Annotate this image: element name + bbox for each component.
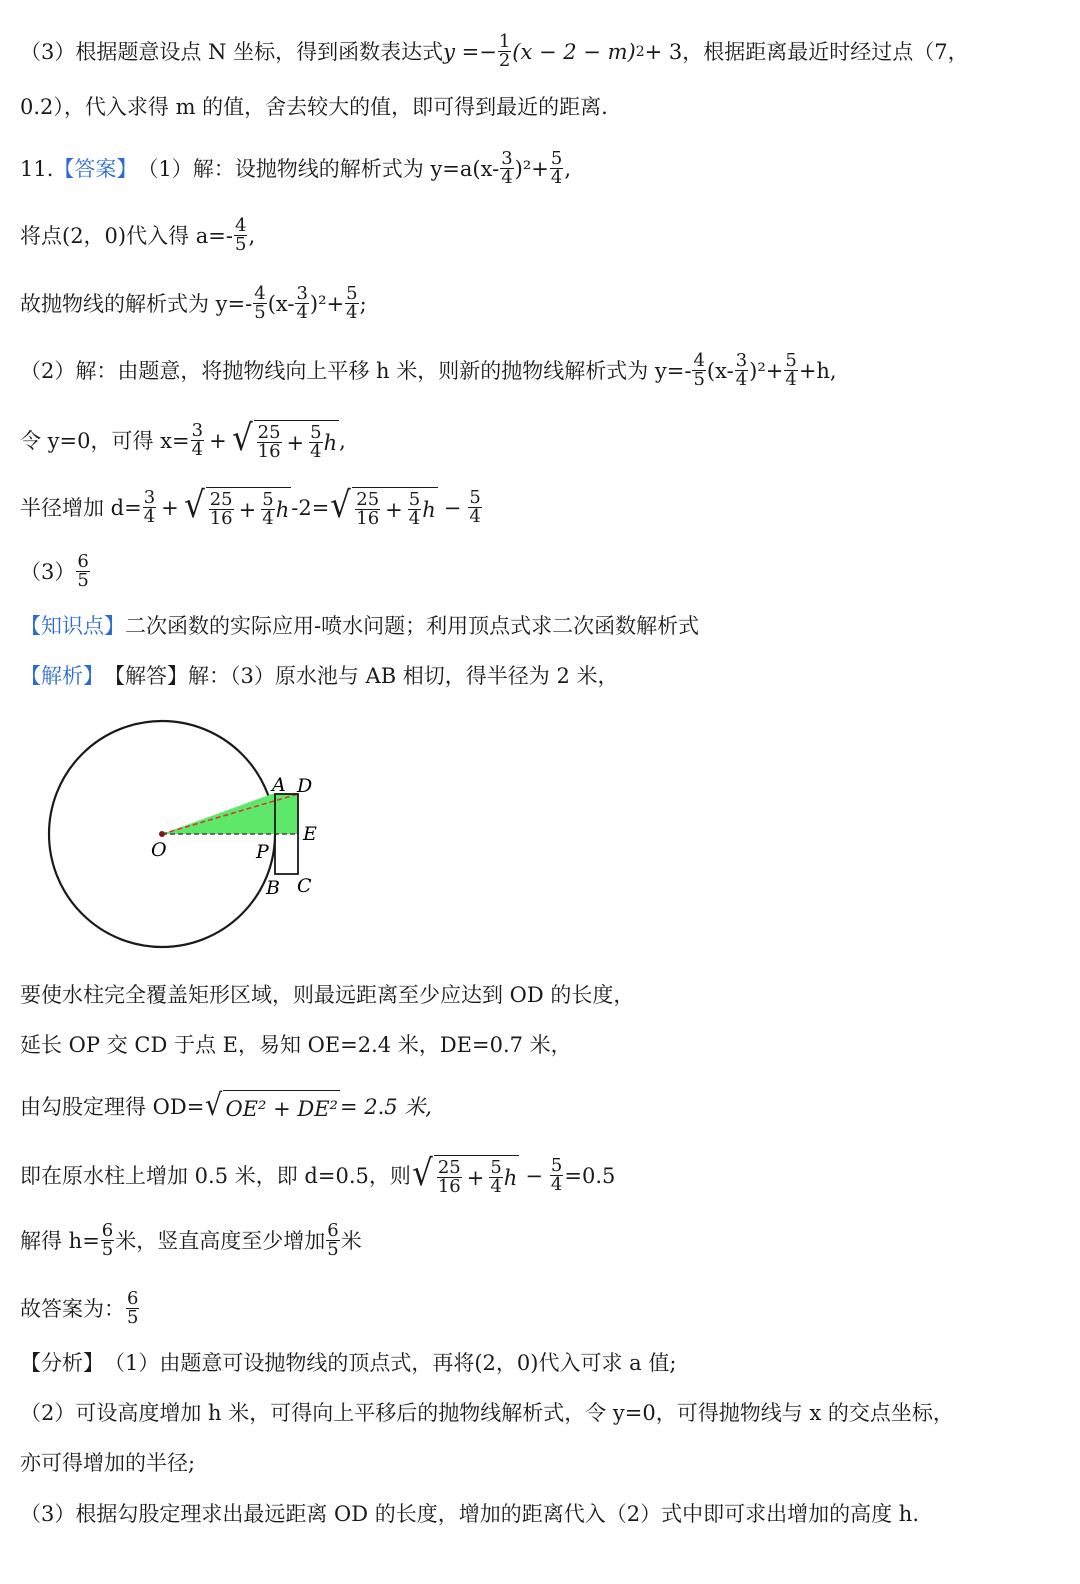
square-root: √ $\frac{25}{16}$ + $\frac{5}{4}$ h (412, 1153, 518, 1197)
fraction: $\frac{6}{5}$ (327, 1220, 339, 1260)
text: 将点(2，0)代入得 a=- (20, 223, 233, 248)
answer-11-part3 (20, 553, 91, 590)
square-root: √ $\frac{25}{16}$ + $\frac{5}{4}$ h (231, 418, 338, 462)
math: = 2.5 米, (339, 1095, 432, 1119)
label-e: E (303, 823, 317, 845)
text: -2= (291, 495, 330, 520)
text: 米 (340, 1228, 362, 1253)
square-root: √ $\frac{25}{16}$ + $\frac{5}{4}$ h (183, 485, 290, 529)
text: 故抛物线的解析式为 y=- (20, 291, 253, 316)
label-p: P (256, 841, 269, 863)
square-root: √ OE² + DE² (205, 1088, 338, 1123)
text: 故答案为： (20, 1296, 125, 1321)
label-b: B (266, 877, 280, 899)
fraction: $\frac{4}{5}$ (254, 283, 266, 323)
text: （2）可设高度增加 h 米，可得向上平移后的抛物线解析式，令 y=0，可得抛物线与 x 的交点坐标， (20, 1401, 954, 1425)
text: 令 y=0，可得 x= (20, 428, 190, 453)
operator: + (161, 495, 179, 520)
label-a: A (272, 774, 286, 796)
text: （2）解：由题意，将抛物线向上平移 h 米，则新的抛物线解析式为 y=- (20, 358, 692, 383)
substitute-point (20, 217, 255, 254)
text: (x- (706, 358, 734, 383)
fraction: $\frac{1}{2}$ (498, 31, 511, 71)
analysis-solution (20, 661, 619, 691)
text: (x- (267, 291, 295, 316)
text: 二次函数的实际应用-喷水问题；利用顶点式求二次函数解析式 (125, 614, 700, 638)
analysis-part2 (20, 1398, 954, 1428)
text: 解：（3）原水池与 AB 相切，得半径为 2 米， (188, 664, 619, 688)
text: 半径增加 d= (20, 495, 142, 520)
operator: − (443, 495, 462, 520)
pythagoras-od (20, 1090, 432, 1124)
text: )²+ (309, 291, 345, 316)
math: (x − 2 − m) (512, 39, 636, 64)
fraction: $\frac{5}{4}$ (785, 350, 797, 390)
paragraph-part3-cont (20, 92, 608, 122)
text: 米，竖直高度至少增加 (115, 1228, 326, 1253)
paragraph-part3-setup (20, 33, 969, 70)
fraction: $\frac{6}{5}$ (101, 1220, 114, 1260)
solve-x (20, 420, 346, 461)
solution-tag: 【解答】 (104, 664, 188, 688)
parabola-expression (20, 285, 367, 322)
text: + 3，根据距离最近时经过点（7， (644, 39, 969, 64)
fraction: $\frac{5}{4}$ (346, 283, 358, 323)
fraction: $\frac{5}{4}$ (550, 148, 563, 188)
answer-11-part2 (20, 352, 837, 389)
text: （3）根据勾股定理求出最远距离 OD 的长度，增加的距离代入（2）式中即可求出增加的高度 h. (20, 1502, 919, 1526)
fraction: $\frac{5}{4}$ (469, 487, 481, 527)
knowledge-tag: 【知识点】 (20, 614, 125, 638)
radius-increase (20, 487, 483, 528)
fraction: $\frac{4}{5}$ (235, 215, 247, 255)
text: （3） (20, 559, 76, 584)
solve-h (20, 1222, 362, 1259)
fraction: $\frac{3}{4}$ (501, 148, 513, 188)
answer-tag: 【答案】 (53, 156, 138, 181)
geometry-figure (40, 715, 340, 960)
fraction: $\frac{6}{5}$ (127, 1288, 139, 1328)
fraction: $\frac{3}{4}$ (191, 420, 204, 460)
text: （3）根据题意设点 N 坐标，得到函数表达式 (20, 39, 444, 64)
label-d: D (297, 775, 313, 797)
coverage-condition (20, 980, 634, 1010)
text: 要使水柱完全覆盖矩形区域，则最远距离至少应达到 OD 的长度， (20, 983, 635, 1007)
text: )²+ (514, 156, 549, 181)
knowledge-point (20, 611, 699, 641)
question-number: 11. (20, 156, 54, 181)
analysis-tag: 【解析】 (20, 664, 104, 688)
text: 亦可得增加的半径; (20, 1451, 196, 1475)
text: , (564, 156, 571, 181)
label-o: O (151, 839, 167, 861)
center-point-o (159, 831, 165, 837)
final-answer (20, 1290, 140, 1327)
fraction: $\frac{5}{4}$ (550, 1155, 563, 1195)
text: =0.5 (564, 1163, 616, 1188)
text: 0.2），代入求得 m 的值，舍去较大的值，即可得到最近的距离. (20, 95, 608, 119)
text: （1）解：设抛物线的解析式为 y=a(x- (137, 156, 500, 181)
extend-op (20, 1030, 572, 1060)
text: , (248, 223, 256, 248)
square-root: √ $\frac{25}{16}$ + $\frac{5}{4}$ h (330, 485, 436, 529)
fraction: $\frac{6}{5}$ (77, 551, 89, 591)
fraction: $\frac{3}{4}$ (296, 283, 308, 323)
operator: + (209, 428, 227, 453)
text: 即在原水柱上增加 0.5 米，即 d=0.5，则 (20, 1163, 411, 1188)
analysis-part2-cont (20, 1448, 195, 1478)
text: )²+ (749, 358, 784, 383)
fraction: $\frac{4}{5}$ (693, 350, 705, 390)
text: 由勾股定理得 OD= (20, 1095, 205, 1119)
analysis-part3 (20, 1499, 919, 1529)
text: +h, (798, 358, 837, 383)
fraction: $\frac{3}{4}$ (143, 487, 156, 527)
exponent: 2 (635, 43, 645, 60)
text: （1）由题意可设抛物线的顶点式，再将(2，0)代入可求 a 值; (104, 1351, 677, 1375)
operator: − (525, 1163, 543, 1188)
text: 延长 OP 交 CD 于点 E，易知 OE=2.4 米，DE=0.7 米， (20, 1033, 572, 1057)
analysis-part1 (20, 1348, 676, 1378)
answer-11-part1 (20, 150, 571, 187)
fraction: $\frac{3}{4}$ (735, 350, 748, 390)
text: 解得 h= (20, 1228, 100, 1253)
increase-equation (20, 1155, 615, 1196)
text: ; (359, 291, 367, 316)
math: y =− (443, 39, 497, 64)
label-c: C (297, 875, 312, 897)
text: , (339, 428, 346, 453)
analysis-tag: 【分析】 (20, 1351, 104, 1375)
